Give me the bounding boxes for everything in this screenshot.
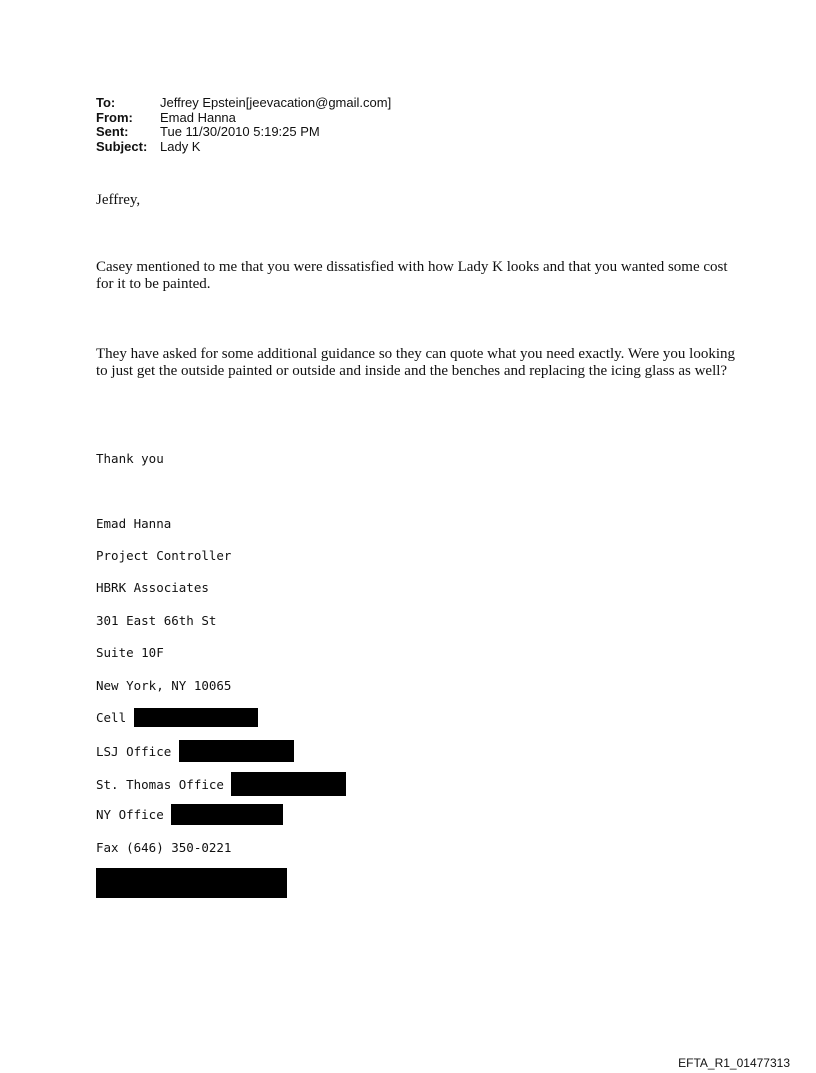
header-from-row xyxy=(96,111,391,126)
st-thomas-office-row xyxy=(96,772,346,796)
bates-number: EFTA_R1_01477313 xyxy=(678,1056,790,1070)
redaction-block xyxy=(171,804,283,825)
ny-office-row xyxy=(96,804,283,825)
ny-office-label: NY Office xyxy=(96,807,172,822)
email-header xyxy=(96,96,391,154)
signature-fax: Fax (646) 350-0221 xyxy=(96,840,232,855)
lsj-office-row xyxy=(96,740,294,762)
subject-value: Lady K xyxy=(160,138,201,154)
subject-label: Subject: xyxy=(96,138,148,154)
greeting: Jeffrey, xyxy=(96,192,141,208)
cell-label: Cell xyxy=(96,710,134,725)
signature-title: Project Controller xyxy=(96,548,232,563)
from-value: Emad Hanna xyxy=(160,109,236,125)
header-to-row xyxy=(96,96,391,111)
signature-suite: Suite 10F xyxy=(96,645,164,660)
redaction-block xyxy=(231,772,346,796)
signature-company: HBRK Associates xyxy=(96,580,209,595)
sent-value: Tue 11/30/2010 5:19:25 PM xyxy=(160,124,320,139)
paragraph-2: They have asked for some additional guidance so they can quote what you need exactly. Were you looking to just get the outside painted or outside and inside and the benches and replacing the icing glass as well? xyxy=(96,346,736,379)
to-label: To: xyxy=(96,95,116,110)
lsj-office-label: LSJ Office xyxy=(96,743,179,759)
redaction-block xyxy=(96,868,287,898)
header-subject-row xyxy=(96,140,391,155)
to-value: Jeffrey Epstein[jeevacation@gmail.com] xyxy=(160,95,392,110)
st-thomas-office-label: St. Thomas Office xyxy=(96,776,232,792)
closing: Thank you xyxy=(96,451,164,466)
redaction-block xyxy=(179,740,294,762)
cell-row xyxy=(96,708,258,727)
signature-city: New York, NY 10065 xyxy=(96,678,232,693)
signature-name: Emad Hanna xyxy=(96,516,172,531)
header-sent-row xyxy=(96,125,391,140)
paragraph-1: Casey mentioned to me that you were dissatisfied with how Lady K looks and that you wanted some cost for it to be painted. xyxy=(96,259,728,292)
redaction-block xyxy=(134,708,258,727)
from-label: From: xyxy=(96,109,133,125)
signature-street: 301 East 66th St xyxy=(96,613,217,628)
sent-label: Sent: xyxy=(96,124,129,139)
